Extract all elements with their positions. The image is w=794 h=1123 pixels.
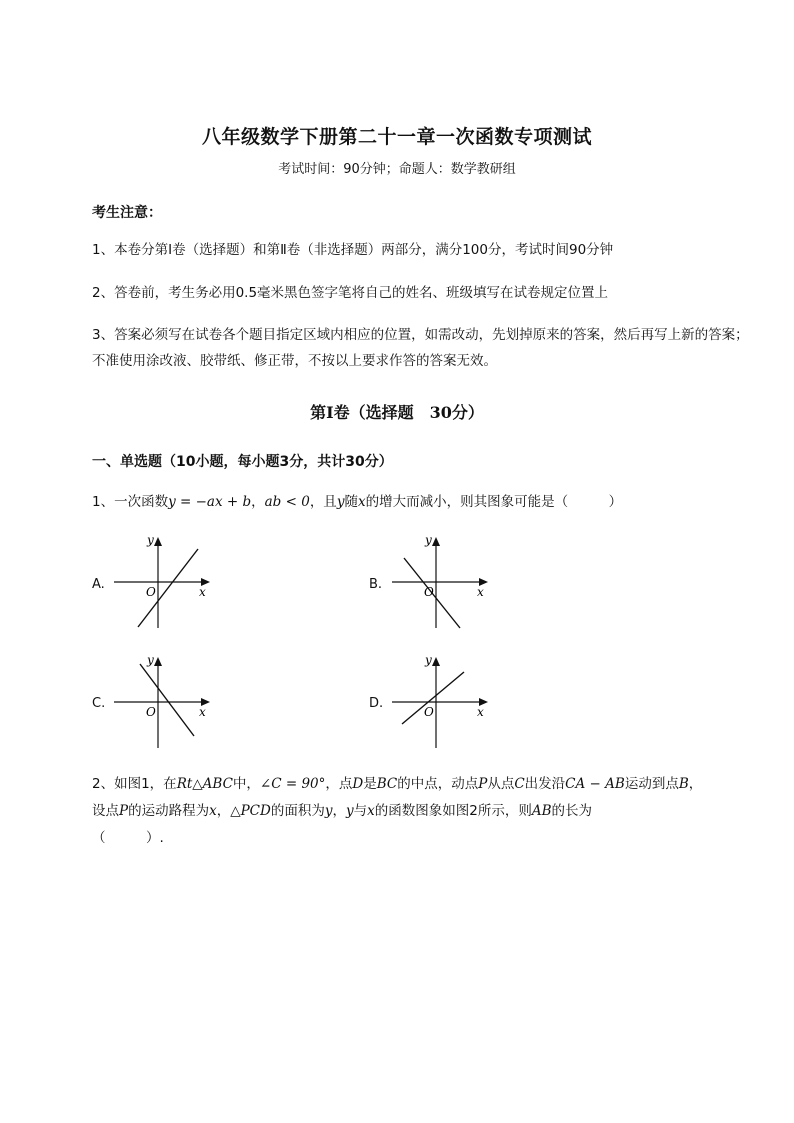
option-c-label[interactable]: C. [92,696,106,711]
origin-label: O [146,705,156,719]
q1-text-mid1: ，且 [309,494,337,510]
origin-label: O [146,585,156,599]
graph-line [140,664,194,736]
exam-info: 考试时间：90分钟；命题人：数学教研组 [278,162,516,177]
q2-text: 与 [353,803,368,819]
q2-text: 的运动路程为 [128,803,210,819]
q1-separator: ， [251,494,265,510]
option-b-label[interactable]: B. [369,577,383,592]
part-heading: 一、单选题（10小题，每小题3分，共计30分） [92,454,393,470]
q2-text: 的长为 [551,803,593,819]
q2-point-p: P [119,803,129,819]
q2-point-c: C [514,776,525,792]
question-2-line-1 [92,771,702,797]
q2-text: ， [688,776,703,792]
q1-condition: ab < 0 [264,494,310,510]
option-c-graph[interactable] [110,650,220,752]
q2-text: 运动到点 [624,776,679,792]
q2-triangle: Rt△ABC [176,776,233,792]
y-axis-label: y [425,533,432,547]
q1-var-y: y [336,494,345,510]
option-d-label[interactable]: D. [369,696,384,711]
q2-point-b: B [678,776,689,792]
q2-text: 出发沿 [524,776,566,792]
q2-angle: ∠C = 90° [259,776,326,792]
question-1-stem [92,489,622,515]
y-axis-label: y [425,653,432,667]
q2-text: 的中点，动点 [397,776,479,792]
option-d-graph[interactable] [388,650,498,752]
q2-text: 的面积为 [270,803,325,819]
option-a-graph[interactable] [110,530,220,632]
q2-point-p: P [478,776,488,792]
q2-path: CA − AB [565,776,625,792]
notice-item-1: 1、本卷分第I卷（选择题）和第Ⅱ卷（非选择题）两部分，满分100分，考试时间90分钟 [92,242,614,258]
q2-text: ， [216,803,231,819]
page-title: 八年级数学下册第二十一章一次函数专项测试 [201,126,592,148]
q2-point-d: D [352,776,364,792]
x-axis-label: x [477,585,484,599]
x-axis-label: x [477,705,484,719]
q2-var-x: x [209,803,217,819]
y-axis-arrow-icon [154,537,162,546]
notice-item-2: 2、答卷前，考生务必用0.5毫米黑色签字笔将自己的姓名、班级填写在试卷规定位置上 [92,285,609,301]
origin-label: O [424,585,434,599]
y-axis-label: y [147,653,154,667]
q2-text: 设点 [92,803,119,819]
q2-text: ， [332,803,346,819]
q2-var-y: y [324,803,333,819]
section-title: 第I卷（选择题 30分） [310,403,484,422]
q2-text: 中， [232,776,260,792]
q2-segment-bc: BC [376,776,398,792]
option-b-graph[interactable] [388,530,498,632]
q2-text: 是 [363,776,377,792]
q1-var-x: x [357,494,366,510]
y-axis-label: y [147,533,154,547]
q2-text: ，点 [325,776,353,792]
q1-text-suffix: 的增大而减小，则其图象可能是（ ） [365,494,623,510]
q1-text-mid2: 随 [344,494,358,510]
q2-triangle-pcd: △PCD [230,803,271,819]
y-axis-arrow-icon [432,657,440,666]
notice-item-3: 3、答案必须写在试卷各个题目指定区域内相应的位置，如需改动，先划掉原来的答案，然后再写上新的答案；不准使用涂改液、胶带纸、修正带，不按以上要求作答的答案无效。 [92,327,749,369]
q2-var-y: y [345,803,354,819]
question-2-line-2 [92,798,592,824]
question-2-answer-blank: （ ）. [92,830,164,846]
x-axis-label: x [199,705,206,719]
q1-formula: y = −ax + b [168,494,252,510]
y-axis-arrow-icon [154,657,162,666]
q2-var-x: x [367,803,375,819]
q2-text: 2、如图1，在 [92,776,177,792]
y-axis-arrow-icon [432,537,440,546]
q2-segment-ab: AB [531,803,552,819]
notice-heading: 考生注意： [92,205,162,221]
q1-prefix: 1、一次函数 [92,494,169,510]
q2-text: 从点 [487,776,515,792]
q2-text: 的函数图象如图2所示，则 [374,803,532,819]
option-a-label[interactable]: A. [92,577,105,592]
origin-label: O [424,705,434,719]
x-axis-label: x [199,585,206,599]
